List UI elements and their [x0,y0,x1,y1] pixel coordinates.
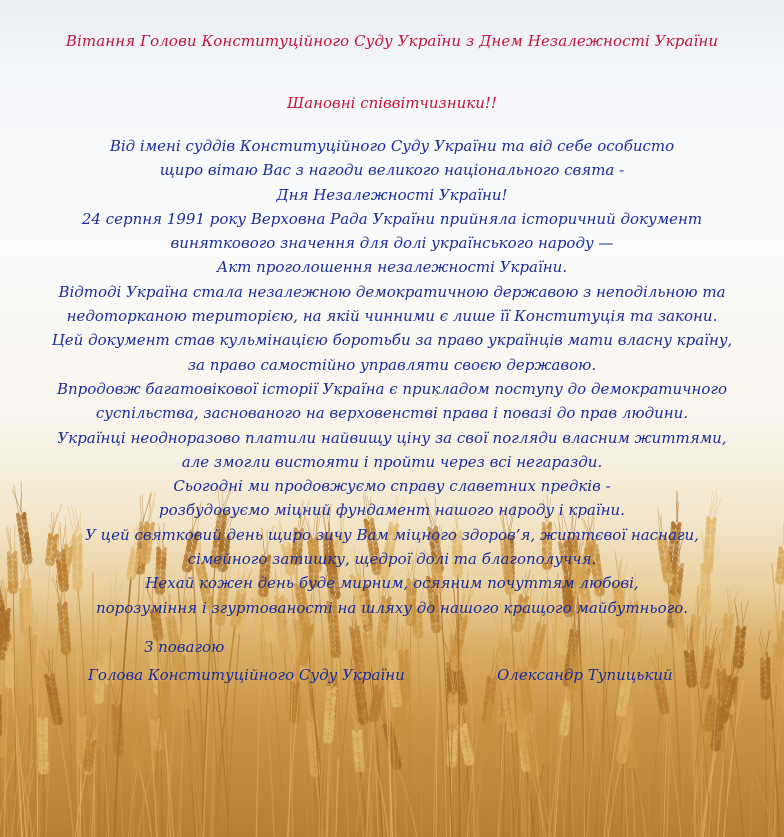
letter-line: Впродовж багатовікової історії Україна є прикладом поступу до демократичного [56,379,728,398]
letter-line: за право самостійно управляти своєю державою. [187,355,597,374]
letter-line: суспільства, заснованого на верховенстві права і повазі до прав людини. [95,404,689,423]
letter-line: розбудовуємо міцний фундамент нашого народу і країни. [159,501,625,520]
letter-line: Українці неодноразово платили найвищу ціну за свої погляди власним життями, [57,428,727,447]
signer-name: Олександр Тупицький [497,666,673,684]
letter-line: сімейного затишку, щедрої долі та благополуччя. [187,550,597,569]
signer-position: Голова Конституційного Суду України [88,666,405,684]
letter-line: Нехай кожен день буде мирним, осяяним почуттям любові, [145,574,639,593]
letter-line: Акт проголошення незалежності України. [216,258,568,277]
letter-body [0,135,784,621]
letter-line: порозуміння і згуртованості на шляху до нашого кращого майбутнього. [95,598,689,617]
closing-phrase: З повагою [144,638,225,656]
letter-line: Від імені суддів Конституційного Суду України та від себе особисто [109,137,675,155]
letter-line: але змогли вистояти і пройти через всі негаразди. [181,452,603,471]
letter-title: Вітання Голови Конституційного Суду України з Днем Незалежності України [65,32,719,50]
letter-line: виняткового значення для долі українського народу — [170,234,614,253]
letter-line: Цей документ став кульмінацією боротьби за право українців мати власну країну, [51,331,733,350]
letter-line: Відтоді Україна стала незалежною демократичною державою з неподільною та [58,282,726,301]
letter-line: У цей святковий день щиро зичу Вам міцного здоров’я, життєвої наснаги, [85,525,699,544]
letter-line: щиро вітаю Вас з нагоди великого національного свята - [159,161,625,180]
letter-line: недоторканою територією, на якій чинними є лише її Конституція та закони. [66,307,718,326]
letter-line: Дня Незалежності України! [276,185,508,204]
letter-line: Сьогодні ми продовжуємо справу славетних предків - [173,477,611,496]
letter-line: 24 серпня 1991 року Верховна Рада України прийняла історичний документ [81,209,703,228]
salutation: Шановні співвітчизники!! [287,94,497,112]
